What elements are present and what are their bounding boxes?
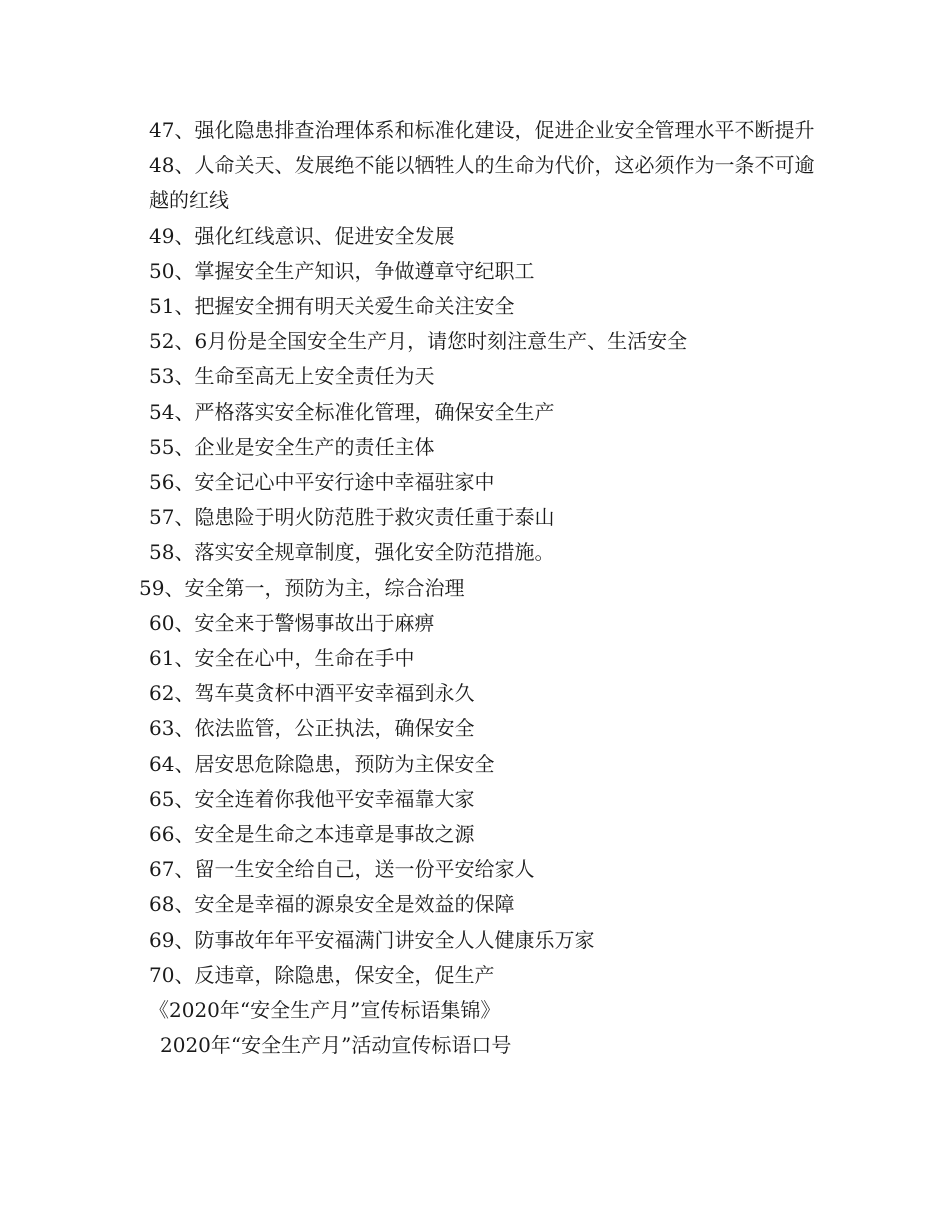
collection-title: 《2020年“安全生产月”宣传标语集锦》: [149, 998, 501, 1023]
slogan-55: 55、企业是安全生产的责任主体: [149, 434, 435, 459]
slogan-54: 54、严格落实安全标准化管理，确保安全生产: [149, 399, 555, 424]
slogan-61: 61、安全在心中，生命在手中: [149, 646, 415, 671]
slogan-66: 66、安全是生命之本违章是事故之源: [149, 822, 475, 847]
slogan-65: 65、安全连着你我他平安幸福靠大家: [149, 786, 475, 811]
slogan-58: 58、落实安全规章制度，强化安全防范措施。: [149, 540, 555, 565]
slogan-69: 69、防事故年年平安福满门讲安全人人健康乐万家: [149, 927, 595, 952]
slogan-56: 56、安全记心中平安行途中幸福驻家中: [149, 470, 495, 495]
slogan-51: 51、把握安全拥有明天关爱生命关注安全: [149, 294, 515, 319]
slogan-68: 68、安全是幸福的源泉安全是效益的保障: [149, 892, 515, 917]
slogan-59: 59、安全第一，预防为主，综合治理: [139, 575, 465, 600]
slogan-50: 50、掌握安全生产知识，争做遵章守纪职工: [149, 258, 535, 283]
activity-title: 2020年“安全生产月”活动宣传标语口号: [160, 1033, 512, 1058]
slogan-53: 53、生命至高无上安全责任为天: [149, 364, 435, 389]
slogan-64: 64、居安思危除隐患，预防为主保安全: [149, 751, 495, 776]
slogan-62: 62、驾车莫贪杯中酒平安幸福到永久: [149, 681, 475, 706]
slogan-48: 48、人命关天、发展绝不能以牺牲人的生命为代价，这必须作为一条不可逾越的红线: [149, 153, 815, 213]
slogan-47: 47、强化隐患排查治理体系和标准化建设，促进企业安全管理水平不断提升: [149, 118, 815, 142]
slogan-52: 52、6月份是全国安全生产月，请您时刻注意生产、生活安全: [149, 329, 688, 354]
slogan-70: 70、反违章，除隐患，保安全，促生产: [149, 962, 495, 987]
slogan-60: 60、安全来于警惕事故出于麻痹: [149, 610, 435, 635]
slogan-67: 67、留一生安全给自己，送一份平安给家人: [149, 857, 535, 882]
slogan-57: 57、隐患险于明火防范胜于救灾责任重于泰山: [149, 505, 555, 530]
document-body: [139, 113, 829, 1063]
slogan-63: 63、依法监管，公正执法，确保安全: [149, 716, 475, 741]
slogan-49: 49、强化红线意识、促进安全发展: [149, 223, 455, 248]
